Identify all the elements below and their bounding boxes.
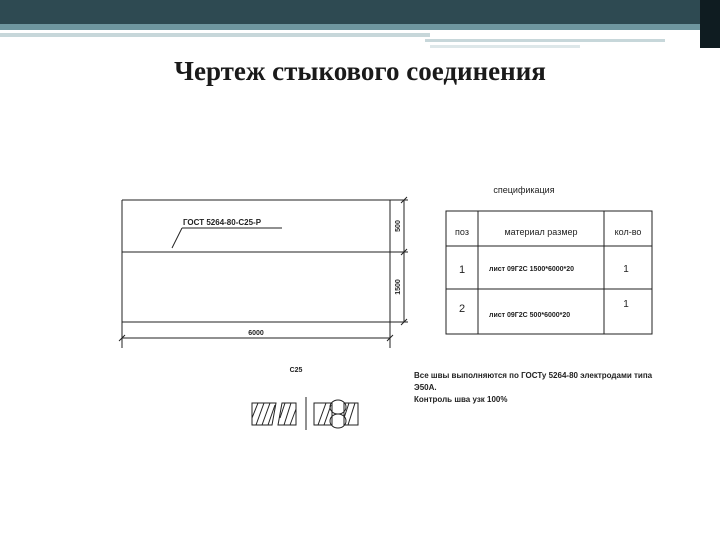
spec-row-2-material: лист 09Г2С 500*6000*20 xyxy=(489,312,571,319)
height-dimension-top-label: 500 xyxy=(395,220,402,232)
spec-header-pos: поз xyxy=(455,227,469,237)
spec-header-material: материал размер xyxy=(504,227,578,237)
spec-row-1-material: лист 09Г2С 1500*6000*20 xyxy=(489,266,575,273)
height-dimension-bottom-label: 1500 xyxy=(395,279,402,295)
spec-row-2-qty: 1 xyxy=(623,299,629,310)
weld-section-left-plate xyxy=(252,403,276,425)
joint-type-label: С25 xyxy=(289,367,303,374)
welded-joint-left-plate xyxy=(314,403,332,425)
spec-row-1-pos: 1 xyxy=(458,264,466,276)
weld-designation-label: ГОСТ 5264-80-С25-Р xyxy=(183,218,262,227)
welding-note-line-2: Контроль шва узк 100% xyxy=(414,395,508,404)
spec-header-qty: кол-во xyxy=(614,227,642,237)
welding-note-line-1: Все швы выполняются по ГОСТу 5264-80 электродами типа Э50А. xyxy=(414,371,653,392)
length-dimension-label: 6000 xyxy=(248,330,264,337)
spec-row-1-qty: 1 xyxy=(623,264,629,275)
welding-notes xyxy=(414,370,674,406)
page-title: Чертеж стыкового соединения xyxy=(174,56,546,86)
spec-title: спецификация xyxy=(493,185,555,195)
weld-leader-line xyxy=(172,228,182,248)
spec-row-2-pos: 2 xyxy=(458,303,466,315)
